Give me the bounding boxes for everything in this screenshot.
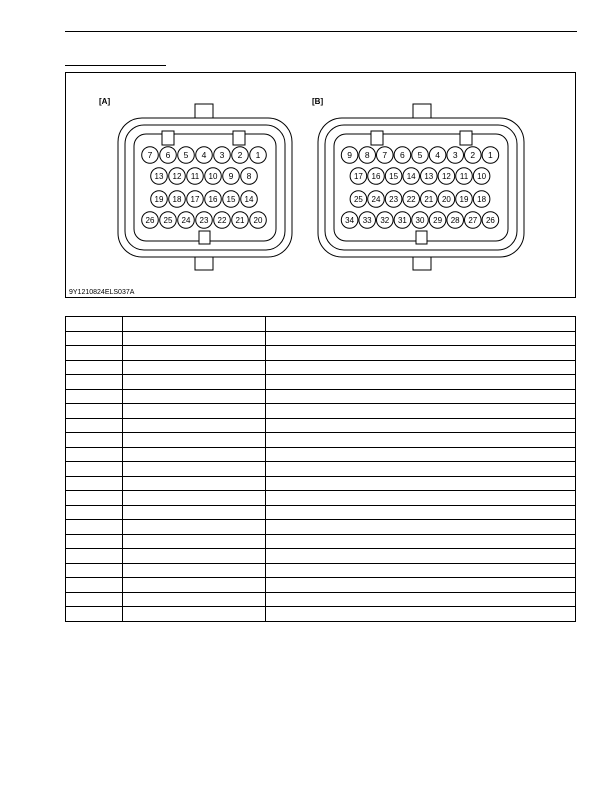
connector-pin — [350, 168, 367, 185]
pin-number: 2 — [237, 150, 243, 160]
table-row — [66, 563, 576, 578]
connector-pin — [214, 147, 231, 164]
table-cell — [123, 317, 266, 332]
pin-number: 16 — [208, 195, 218, 204]
pin-number: 33 — [362, 216, 372, 225]
pin-number: 13 — [154, 172, 164, 181]
pin-number: 24 — [371, 195, 381, 204]
connector-a-housing — [118, 104, 292, 270]
connector-pin — [394, 212, 411, 229]
connector-pin — [160, 147, 177, 164]
table-cell — [123, 447, 266, 462]
table-cell — [123, 592, 266, 607]
pin-number: 9 — [347, 150, 352, 160]
table-cell — [66, 549, 123, 564]
table-cell — [66, 389, 123, 404]
table-cell — [66, 534, 123, 549]
table-cell — [123, 549, 266, 564]
table-row — [66, 476, 576, 491]
pin-number: 24 — [181, 216, 191, 225]
pin-number: 22 — [406, 195, 416, 204]
pin-number: 26 — [145, 216, 155, 225]
pin-number: 27 — [468, 216, 478, 225]
table-cell — [66, 462, 123, 477]
table-cell — [266, 520, 576, 535]
connector-pin — [205, 191, 222, 208]
pin-number: 12 — [172, 172, 182, 181]
connector-pin — [232, 212, 249, 229]
pin-number: 28 — [450, 216, 460, 225]
table-cell — [266, 505, 576, 520]
table-row — [66, 346, 576, 361]
table-cell — [123, 346, 266, 361]
table-cell — [123, 520, 266, 535]
connector-pin — [421, 168, 438, 185]
pin-number: 21 — [424, 195, 434, 204]
connector-pin — [223, 168, 240, 185]
table-row — [66, 331, 576, 346]
pin-assignment-table — [65, 316, 576, 622]
pin-number: 1 — [488, 150, 493, 160]
connector-pin — [385, 168, 402, 185]
pin-number: 10 — [477, 172, 487, 181]
pin-number: 7 — [147, 150, 153, 160]
connector-pin — [241, 168, 258, 185]
table-cell — [266, 549, 576, 564]
table-row — [66, 505, 576, 520]
pin-number: 15 — [226, 195, 236, 204]
table-cell — [66, 476, 123, 491]
table-cell — [123, 491, 266, 506]
table-row — [66, 592, 576, 607]
pin-number: 22 — [217, 216, 227, 225]
connector-pin — [223, 191, 240, 208]
table-cell — [123, 404, 266, 419]
table-cell — [66, 346, 123, 361]
connector-pin — [447, 147, 464, 164]
connector-pin — [359, 147, 376, 164]
pin-number: 4 — [435, 150, 440, 160]
table-cell — [266, 491, 576, 506]
pin-number: 11 — [459, 172, 469, 181]
connector-pin — [169, 191, 186, 208]
table-row — [66, 462, 576, 477]
pin-number: 14 — [406, 172, 416, 181]
connector-pin — [421, 191, 438, 208]
connector-pin — [429, 212, 446, 229]
table-cell — [266, 592, 576, 607]
table-cell — [66, 563, 123, 578]
pin-number: 5 — [183, 150, 189, 160]
figure-code: 9Y1210824ELS037A — [69, 289, 135, 296]
table-cell — [266, 447, 576, 462]
header-rule — [65, 31, 577, 32]
table-cell — [123, 607, 266, 622]
table-cell — [266, 607, 576, 622]
pin-number: 20 — [441, 195, 451, 204]
connector-pin — [403, 168, 420, 185]
pin-number: 19 — [459, 195, 469, 204]
pin-number: 13 — [424, 172, 434, 181]
connector-pin — [429, 147, 446, 164]
pin-number: 17 — [190, 195, 200, 204]
table-cell — [266, 534, 576, 549]
table-cell — [266, 346, 576, 361]
pin-number: 10 — [208, 172, 218, 181]
table-cell — [123, 375, 266, 390]
pin-number: 7 — [382, 150, 388, 160]
pin-number: 25 — [163, 216, 173, 225]
table-cell — [123, 563, 266, 578]
table-row — [66, 447, 576, 462]
table-cell — [123, 389, 266, 404]
connector-pin — [377, 212, 394, 229]
pin-number: 17 — [353, 172, 363, 181]
table-cell — [66, 360, 123, 375]
connector-pin — [142, 212, 159, 229]
table-cell — [266, 563, 576, 578]
connector-pin — [250, 147, 267, 164]
table-cell — [123, 418, 266, 433]
table-cell — [266, 317, 576, 332]
pin-number: 30 — [415, 216, 425, 225]
pin-number: 3 — [219, 150, 225, 160]
pin-number: 1 — [255, 150, 261, 160]
connector-pin — [341, 147, 358, 164]
connector-pin — [456, 168, 473, 185]
table-cell — [266, 476, 576, 491]
connector-pin — [187, 191, 204, 208]
connector-pin — [178, 147, 195, 164]
pin-number: 19 — [154, 195, 164, 204]
pin-number: 9 — [228, 171, 234, 181]
pin-number: 18 — [172, 195, 182, 204]
connector-pin — [394, 147, 411, 164]
pin-number: 25 — [353, 195, 363, 204]
connector-pin — [232, 147, 249, 164]
connector-pin — [377, 147, 394, 164]
table-cell — [66, 607, 123, 622]
table-cell — [123, 462, 266, 477]
connector-pin — [403, 191, 420, 208]
connector-pin — [368, 168, 385, 185]
table-cell — [66, 404, 123, 419]
connector-pin — [456, 191, 473, 208]
connector-pin — [482, 212, 499, 229]
table-cell — [123, 505, 266, 520]
table-cell — [123, 433, 266, 448]
table-row — [66, 520, 576, 535]
pin-number: 8 — [246, 171, 252, 181]
table-row — [66, 607, 576, 622]
connector-pin — [214, 212, 231, 229]
table-cell — [266, 375, 576, 390]
connector-pin — [385, 191, 402, 208]
pin-number: 21 — [235, 216, 245, 225]
connector-figure — [65, 72, 576, 298]
table-cell — [66, 447, 123, 462]
table-cell — [66, 592, 123, 607]
table-cell — [266, 418, 576, 433]
table-cell — [123, 476, 266, 491]
connector-pin — [350, 191, 367, 208]
connector-b-housing — [318, 104, 524, 270]
table-row — [66, 418, 576, 433]
pin-number: 5 — [417, 150, 423, 160]
table-cell — [123, 360, 266, 375]
connector-pin — [359, 212, 376, 229]
connector-pin — [447, 212, 464, 229]
connector-pin — [438, 191, 455, 208]
connector-pin — [473, 191, 490, 208]
connector-pin — [250, 212, 267, 229]
table-cell — [266, 578, 576, 593]
pin-number: 20 — [253, 216, 263, 225]
pin-number: 23 — [199, 216, 209, 225]
pin-number: 26 — [485, 216, 495, 225]
pin-number: 29 — [433, 216, 443, 225]
table-row — [66, 317, 576, 332]
table-cell — [266, 389, 576, 404]
connector-pin — [196, 147, 213, 164]
table-row — [66, 360, 576, 375]
pin-number: 16 — [371, 172, 381, 181]
connector-pin — [465, 212, 482, 229]
connector-pin — [473, 168, 490, 185]
pin-number: 15 — [389, 172, 399, 181]
table-cell — [66, 331, 123, 346]
table-cell — [66, 375, 123, 390]
table-row — [66, 534, 576, 549]
connector-pin — [241, 191, 258, 208]
section-title-rule — [65, 65, 166, 66]
pin-number: 23 — [389, 195, 399, 204]
connector-pin — [341, 212, 358, 229]
pin-number: 12 — [441, 172, 451, 181]
table-cell — [66, 505, 123, 520]
connector-pin — [187, 168, 204, 185]
pin-number: 6 — [165, 150, 171, 160]
table-cell — [266, 360, 576, 375]
table-row — [66, 389, 576, 404]
connector-pin — [482, 147, 499, 164]
table-row — [66, 375, 576, 390]
connector-pin — [412, 147, 429, 164]
connector-pin — [205, 168, 222, 185]
pin-number: 11 — [190, 172, 200, 181]
table-cell — [123, 578, 266, 593]
pin-number: 14 — [244, 195, 254, 204]
table-cell — [66, 418, 123, 433]
connector-b-label: [B] — [312, 97, 324, 106]
table-cell — [66, 491, 123, 506]
table-cell — [66, 433, 123, 448]
connector-pin — [196, 212, 213, 229]
connector-pin — [465, 147, 482, 164]
connector-pin — [160, 212, 177, 229]
pin-number: 31 — [397, 216, 407, 225]
pin-number: 18 — [477, 195, 487, 204]
connector-pin — [142, 147, 159, 164]
table-cell — [266, 404, 576, 419]
table-cell — [123, 331, 266, 346]
connector-pin — [151, 168, 168, 185]
table-cell — [66, 317, 123, 332]
connector-pin — [151, 191, 168, 208]
pin-number: 6 — [400, 150, 405, 160]
connector-pin — [412, 212, 429, 229]
connector-pin — [178, 212, 195, 229]
table-cell — [66, 578, 123, 593]
pin-number: 3 — [452, 150, 458, 160]
table-row — [66, 578, 576, 593]
table-row — [66, 433, 576, 448]
pin-number: 2 — [470, 150, 476, 160]
connector-diagram — [66, 73, 577, 299]
table-cell — [66, 520, 123, 535]
connector-pin — [438, 168, 455, 185]
connector-pin — [368, 191, 385, 208]
pin-number: 32 — [380, 216, 390, 225]
table-row — [66, 549, 576, 564]
table-cell — [266, 433, 576, 448]
table-cell — [123, 534, 266, 549]
connector-pin — [169, 168, 186, 185]
table-row — [66, 491, 576, 506]
table-cell — [266, 331, 576, 346]
connector-a-label: [A] — [99, 97, 111, 106]
pin-number: 4 — [201, 150, 207, 160]
table-row — [66, 404, 576, 419]
table-cell — [266, 462, 576, 477]
pin-number: 34 — [345, 216, 355, 225]
pin-number: 8 — [364, 150, 370, 160]
